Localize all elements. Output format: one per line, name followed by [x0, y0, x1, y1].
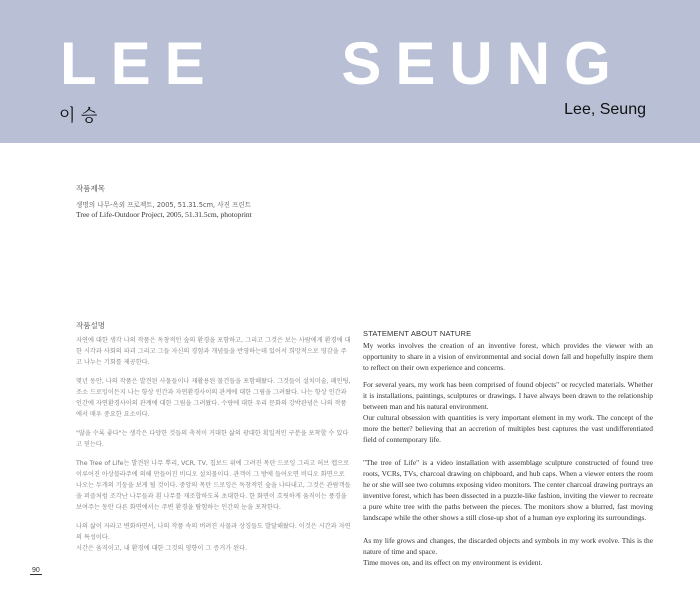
work-title-heading: 작품제목 [76, 184, 105, 193]
work-title-section [76, 183, 376, 220]
korean-paragraph: 시간은 움직이고, 내 환경에 대한 그것의 영향이 그 증거가 된다. [76, 545, 248, 552]
korean-statement [76, 320, 352, 562]
english-paragraph: For several years, my work has been comprised of found objects" or recycled materials. Whether it is installations, paintings, sculptures or drawings. I have always been drawn to the relationship between man and his natural environment. [363, 380, 653, 411]
english-paragraph: Time moves on, and its effect on my environment is evident. [363, 558, 543, 567]
korean-paragraph: 자연에 대한 생각 나의 작품은 독창적인 숲의 환경을 포함하고, 그리고 그것은 보는 사람에게 환경에 대한 시각과 사회의 파괴 그리고 그들 자신의 경험과 개념들을 반영하는데 있어서 희망적으로 영감을 주고 나누는 기회를 제공한다. [76, 337, 351, 366]
artist-name-large: LEE SEUNG [60, 30, 625, 97]
work-title-english: Tree of Life-Outdoor Project, 2005, 51.31.5cm, photoprint [76, 210, 252, 219]
english-statement [363, 329, 653, 574]
korean-paragraph: 나의 삶이 자라고 변화하면서, 나의 작품 속의 버려진 사물과 상징들도 발달해왔다. 이것은 시간과 자연의 특성이다. [76, 523, 351, 541]
english-paragraph: My works involves the creation of an inventive forest, which provides the viewer with an opportunity to share in a vision of environmental and social down fall and hopefully inspire them to reflect on their own experience and concerns. [363, 341, 653, 372]
korean-paragraph: 몇년 동안, 나의 작품은 발견된 사물들이나 재활용된 물건들을 포함해왔다. 그것들이 설치미술, 페인팅, 조소 드로잉이든지 나는 항상 인간과 자연환경사이의 관계에 대한 그림을 그려왔다. 나는 항상 인간과 인간에 자연환경사이의 관계에 대한 그림을 그려왔다. 수량에 대한 우리 문화의 강박관념은 나의 작품에서 매우 중요한 요소이다. [76, 378, 351, 418]
korean-paragraph: "많을 수록 좋다"는 생각은 다양한 것들의 축적이 거대한 삶의 광대한 획일적인 구분을 포착할 수 있다고 믿는다. [76, 430, 349, 448]
english-paragraph: As my life grows and changes, the discarded objects and symbols in my work evolve. This is the nature of time and space. [363, 536, 653, 556]
korean-statement-heading: 작품설명 [76, 321, 105, 330]
english-paragraph: Our cultural obsession with quantities is very important element in my work. The concept of the more the better? believing that an accretion of multiples best captures the vast undifferentiated field of contemporary life. [363, 413, 653, 444]
artist-name-korean: 이 승 [59, 106, 98, 126]
english-paragraph: "The tree of Life" is a video installation with assemblage sculpture constructed of found tree roots, VCRs, TVs, charcoal drawing on chipboard, and hub caps. When a viewer enters the room he or she will see two columns exposing video monitors. The center charcoal drawing portrays an inventive forest, which has been dissected in a puzzle-like fashion, inviting the viewer to recreate a pure white tree with the paths between the pieces. The monitors show a blurred, fast moving landscape while the other shows a still close-up shot of a human eye exploring its surroundings. [363, 458, 653, 522]
artist-name-english: Lee, Seung [564, 101, 646, 118]
korean-paragraph: The Tree of Life는 발견된 나무 뿌리, VCR, TV, 칩보드 위에 그려진 목탄 드로잉 그리고 허브 캡으로 이루어진 아상블라주에 의해 만들어진 비디오 설치물이다. 관객이 그 방에 들어오면 비디오 화면으로 나오는 두개의 기둥을 보게 될 것이다. 중앙의 목탄 드로잉은 독창적인 숲을 나타내고, 그것은 관람객들을 퍼즐처럼 조각난 나무들과 흰 나무를 재조합하도록 초대한다. 한 화면이 흐릿하게 움직이는 풍경을 보여주는 동안 다른 화면에서는 주변 환경을 탐험하는 인간의 눈을 포착한다. [76, 460, 351, 511]
english-statement-heading: STATEMENT ABOUT NATURE [363, 329, 472, 338]
page-number: 90 [32, 567, 40, 574]
work-title-korean: 생명의 나무-옥외 프로젝트, 2005, 51.31.5cm, 사진 프린트 [76, 201, 252, 209]
